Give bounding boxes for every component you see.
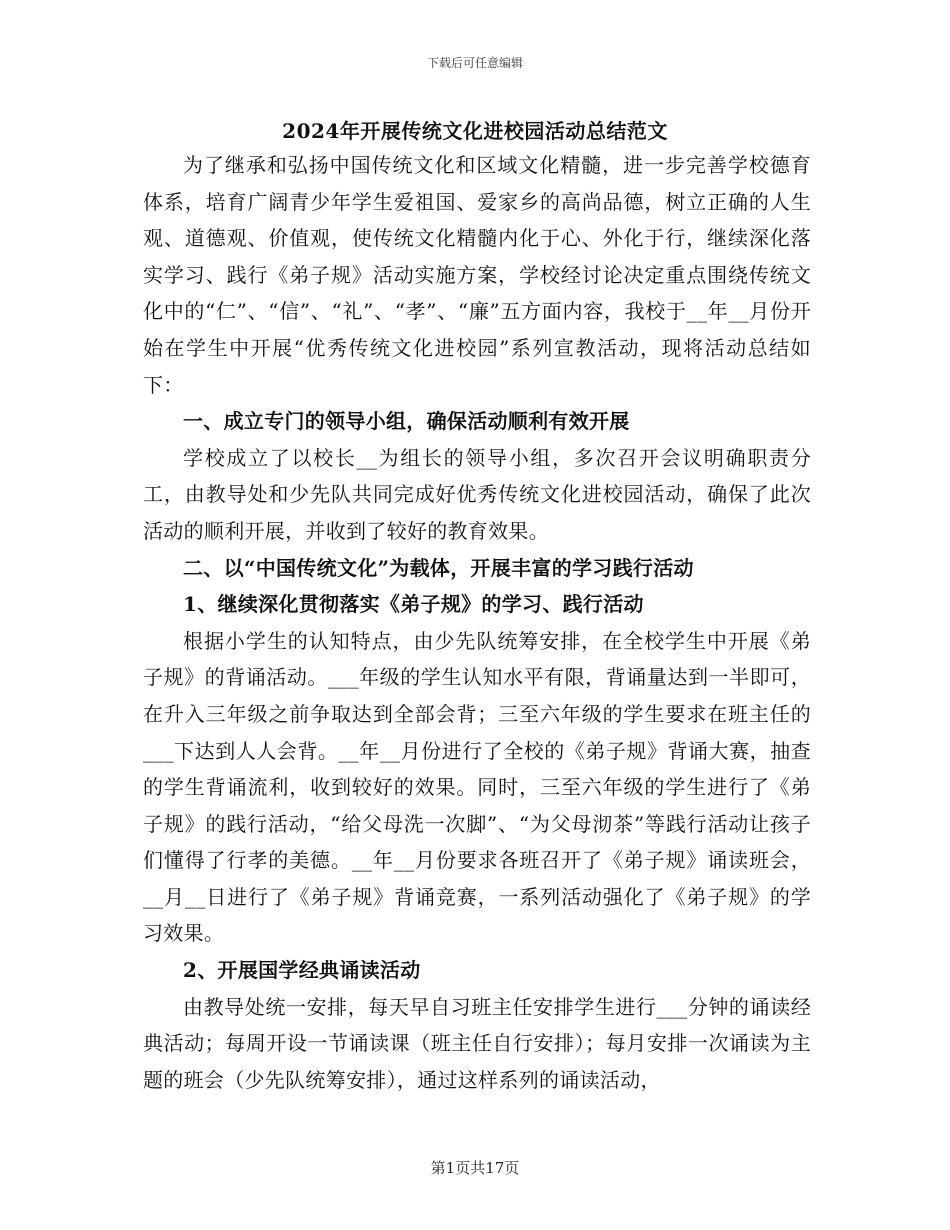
- subsection-2-1-paragraph: 根据小学生的认知特点，由少先队统筹安排，在全校学生中开展《弟子规》的背诵活动。___年级的学生认知水平有限，背诵量达到一半即可，在升入三年级之前争取达到全部会背；三至六年级的学生要求在班主任的___下达到人人会背。__年__月份进行了全校的《弟子规》背诵大赛，抽查的学生背诵流利，收到较好的效果。同时，三至六年级的学生进行了《弟子规》的践行活动，“给父母洗一次脚”、“为父母沏茶”等践行活动让孩子们懂得了行孝的美德。__年__月份要求各班召开了《弟子规》诵读班会，__月__日进行了《弟子规》背诵竞赛，一系列活动强化了《弟子规》的学习效果。: [143, 628, 811, 946]
- subsection-2-2-paragraph: 由教导处统一安排，每天早自习班主任安排学生进行___分钟的诵读经典活动；每周开设一节诵读课（班主任自行安排）；每月安排一次诵读为主题的班会（少先队统筹安排），通过这样系列的诵读活动，: [143, 994, 811, 1092]
- section-1-paragraph: 学校成立了以校长__为组长的领导小组，多次召开会议明确职责分工，由教导处和少先队共同完成好优秀传统文化进校园活动，确保了此次活动的顺利开展，并收到了较好的教育效果。: [143, 445, 811, 543]
- page-footer: 第1页共17页: [430, 1159, 520, 1177]
- subsection-heading-2-2: 2、开展国学经典诵读活动: [183, 958, 421, 983]
- intro-paragraph: 为了继承和弘扬中国传统文化和区域文化精髓，进一步完善学校德育体系，培育广阔青少年学生爱祖国、爱家乡的高尚品德，树立正确的人生观、道德观、价值观，使传统文化精髓内化于心、外化于行，继续深化落实学习、践行《弟子规》活动实施方案，学校经讨论决定重点围绕传统文化中的“仁”、“信”、“礼”、“孝”、“廉”五方面内容，我校于__年__月份开始在学生中开展“优秀传统文化进校园”系列宣教活动，现将活动总结如下：: [143, 153, 811, 397]
- section-heading-2: 二、以“中国传统文化”为载体，开展丰富的学习践行活动: [183, 555, 694, 580]
- document-title: 2024年开展传统文化进校园活动总结范文: [282, 119, 668, 143]
- subsection-heading-2-1: 1、继续深化贯彻落实《弟子规》的学习、践行活动: [183, 592, 644, 617]
- document-body: [143, 147, 811, 1098]
- header-note: 下载后可任意编辑: [426, 56, 523, 70]
- section-heading-1: 一、成立专门的领导小组，确保活动顺利有效开展: [183, 409, 630, 434]
